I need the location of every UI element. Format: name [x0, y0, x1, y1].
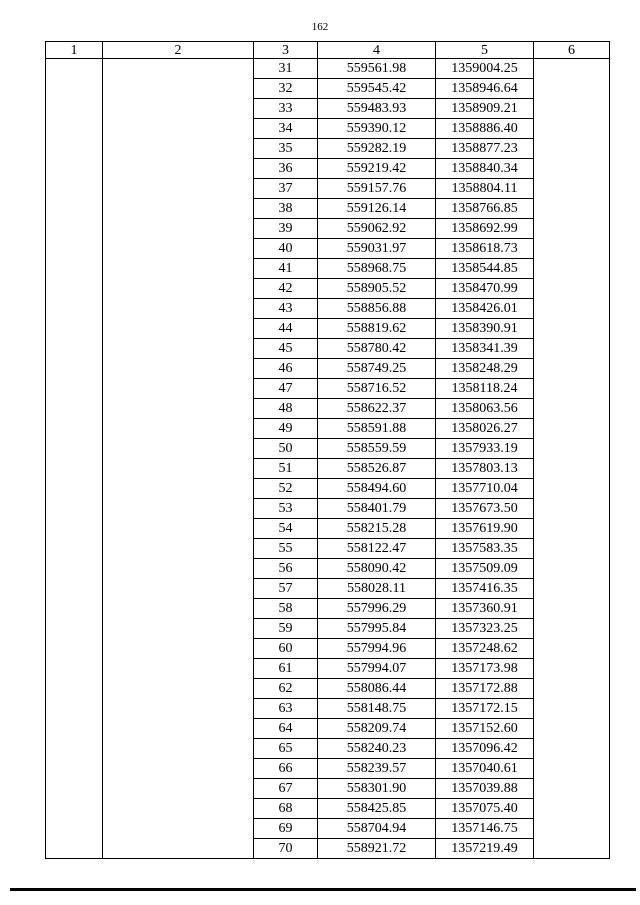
column-header-5: 5: [436, 42, 534, 59]
y-coordinate-cell: 1358248.29: [436, 359, 534, 379]
y-coordinate-cell: 1357219.49: [436, 839, 534, 859]
point-number-cell: 69: [254, 819, 318, 839]
y-coordinate-cell: 1358118.24: [436, 379, 534, 399]
x-coordinate-cell: 559483.93: [318, 99, 436, 119]
x-coordinate-cell: 558819.62: [318, 319, 436, 339]
point-number-cell: 38: [254, 199, 318, 219]
x-coordinate-cell: 558425.85: [318, 799, 436, 819]
x-coordinate-cell: 558749.25: [318, 359, 436, 379]
y-coordinate-cell: 1357323.25: [436, 619, 534, 639]
point-number-cell: 36: [254, 159, 318, 179]
y-coordinate-cell: 1357803.13: [436, 459, 534, 479]
y-coordinate-cell: 1357172.15: [436, 699, 534, 719]
y-coordinate-cell: 1357710.04: [436, 479, 534, 499]
point-number-cell: 39: [254, 219, 318, 239]
x-coordinate-cell: 558148.75: [318, 699, 436, 719]
point-number-cell: 41: [254, 259, 318, 279]
page-number: 162: [311, 21, 329, 33]
point-number-cell: 31: [254, 59, 318, 79]
x-coordinate-cell: 558716.52: [318, 379, 436, 399]
column-header-2: 2: [103, 42, 254, 59]
point-number-cell: 53: [254, 499, 318, 519]
y-coordinate-cell: 1358544.85: [436, 259, 534, 279]
coordinates-table: [45, 41, 610, 859]
x-coordinate-cell: 558559.59: [318, 439, 436, 459]
column-header-3: 3: [254, 42, 318, 59]
x-coordinate-cell: 558704.94: [318, 819, 436, 839]
y-coordinate-cell: 1357619.90: [436, 519, 534, 539]
x-coordinate-cell: 558401.79: [318, 499, 436, 519]
x-coordinate-cell: 558239.57: [318, 759, 436, 779]
point-number-cell: 49: [254, 419, 318, 439]
x-coordinate-cell: 559545.42: [318, 79, 436, 99]
y-coordinate-cell: 1357248.62: [436, 639, 534, 659]
y-coordinate-cell: 1358804.11: [436, 179, 534, 199]
x-coordinate-cell: 559031.97: [318, 239, 436, 259]
point-number-cell: 32: [254, 79, 318, 99]
y-coordinate-cell: 1358470.99: [436, 279, 534, 299]
x-coordinate-cell: 559390.12: [318, 119, 436, 139]
y-coordinate-cell: 1358766.85: [436, 199, 534, 219]
point-number-cell: 44: [254, 319, 318, 339]
table-header-row: [46, 42, 610, 59]
column-2-cell: [103, 59, 254, 859]
x-coordinate-cell: 558215.28: [318, 519, 436, 539]
x-coordinate-cell: 558780.42: [318, 339, 436, 359]
y-coordinate-cell: 1357039.88: [436, 779, 534, 799]
y-coordinate-cell: 1358886.40: [436, 119, 534, 139]
point-number-cell: 59: [254, 619, 318, 639]
y-coordinate-cell: 1358840.34: [436, 159, 534, 179]
point-number-cell: 50: [254, 439, 318, 459]
y-coordinate-cell: 1358341.39: [436, 339, 534, 359]
column-6-cell: [534, 59, 610, 859]
x-coordinate-cell: 557996.29: [318, 599, 436, 619]
y-coordinate-cell: 1357096.42: [436, 739, 534, 759]
y-coordinate-cell: 1358909.21: [436, 99, 534, 119]
x-coordinate-cell: 558028.11: [318, 579, 436, 599]
y-coordinate-cell: 1358618.73: [436, 239, 534, 259]
x-coordinate-cell: 559561.98: [318, 59, 436, 79]
point-number-cell: 61: [254, 659, 318, 679]
y-coordinate-cell: 1357360.91: [436, 599, 534, 619]
y-coordinate-cell: 1357040.61: [436, 759, 534, 779]
x-coordinate-cell: 558301.90: [318, 779, 436, 799]
bottom-divider: [10, 888, 636, 891]
x-coordinate-cell: 558526.87: [318, 459, 436, 479]
point-number-cell: 42: [254, 279, 318, 299]
point-number-cell: 56: [254, 559, 318, 579]
point-number-cell: 66: [254, 759, 318, 779]
y-coordinate-cell: 1358946.64: [436, 79, 534, 99]
point-number-cell: 40: [254, 239, 318, 259]
y-coordinate-cell: 1358877.23: [436, 139, 534, 159]
y-coordinate-cell: 1357152.60: [436, 719, 534, 739]
y-coordinate-cell: 1357416.35: [436, 579, 534, 599]
point-number-cell: 62: [254, 679, 318, 699]
y-coordinate-cell: 1358692.99: [436, 219, 534, 239]
y-coordinate-cell: 1357509.09: [436, 559, 534, 579]
x-coordinate-cell: 558090.42: [318, 559, 436, 579]
point-number-cell: 57: [254, 579, 318, 599]
x-coordinate-cell: 559219.42: [318, 159, 436, 179]
y-coordinate-cell: 1357172.88: [436, 679, 534, 699]
point-number-cell: 43: [254, 299, 318, 319]
y-coordinate-cell: 1357173.98: [436, 659, 534, 679]
y-coordinate-cell: 1358390.91: [436, 319, 534, 339]
x-coordinate-cell: 558494.60: [318, 479, 436, 499]
point-number-cell: 47: [254, 379, 318, 399]
point-number-cell: 64: [254, 719, 318, 739]
table-body: [46, 59, 610, 859]
y-coordinate-cell: 1359004.25: [436, 59, 534, 79]
x-coordinate-cell: 558240.23: [318, 739, 436, 759]
point-number-cell: 58: [254, 599, 318, 619]
point-number-cell: 70: [254, 839, 318, 859]
column-header-6: 6: [534, 42, 610, 59]
y-coordinate-cell: 1358063.56: [436, 399, 534, 419]
point-number-cell: 52: [254, 479, 318, 499]
point-number-cell: 48: [254, 399, 318, 419]
x-coordinate-cell: 557995.84: [318, 619, 436, 639]
x-coordinate-cell: 559282.19: [318, 139, 436, 159]
x-coordinate-cell: 558968.75: [318, 259, 436, 279]
x-coordinate-cell: 558921.72: [318, 839, 436, 859]
x-coordinate-cell: 557994.07: [318, 659, 436, 679]
x-coordinate-cell: 558209.74: [318, 719, 436, 739]
column-1-cell: [46, 59, 103, 859]
point-number-cell: 33: [254, 99, 318, 119]
x-coordinate-cell: 559126.14: [318, 199, 436, 219]
point-number-cell: 54: [254, 519, 318, 539]
point-number-cell: 35: [254, 139, 318, 159]
y-coordinate-cell: 1358026.27: [436, 419, 534, 439]
column-header-4: 4: [318, 42, 436, 59]
x-coordinate-cell: 558591.88: [318, 419, 436, 439]
y-coordinate-cell: 1357146.75: [436, 819, 534, 839]
point-number-cell: 67: [254, 779, 318, 799]
y-coordinate-cell: 1357583.35: [436, 539, 534, 559]
y-coordinate-cell: 1357075.40: [436, 799, 534, 819]
point-number-cell: 65: [254, 739, 318, 759]
point-number-cell: 37: [254, 179, 318, 199]
x-coordinate-cell: 558622.37: [318, 399, 436, 419]
y-coordinate-cell: 1357933.19: [436, 439, 534, 459]
x-coordinate-cell: 559062.92: [318, 219, 436, 239]
x-coordinate-cell: 559157.76: [318, 179, 436, 199]
x-coordinate-cell: 558905.52: [318, 279, 436, 299]
table-row: [46, 59, 610, 79]
point-number-cell: 51: [254, 459, 318, 479]
x-coordinate-cell: 557994.96: [318, 639, 436, 659]
point-number-cell: 68: [254, 799, 318, 819]
column-header-1: 1: [46, 42, 103, 59]
y-coordinate-cell: 1357673.50: [436, 499, 534, 519]
x-coordinate-cell: 558086.44: [318, 679, 436, 699]
point-number-cell: 34: [254, 119, 318, 139]
x-coordinate-cell: 558856.88: [318, 299, 436, 319]
point-number-cell: 60: [254, 639, 318, 659]
point-number-cell: 46: [254, 359, 318, 379]
point-number-cell: 55: [254, 539, 318, 559]
y-coordinate-cell: 1358426.01: [436, 299, 534, 319]
x-coordinate-cell: 558122.47: [318, 539, 436, 559]
point-number-cell: 45: [254, 339, 318, 359]
point-number-cell: 63: [254, 699, 318, 719]
